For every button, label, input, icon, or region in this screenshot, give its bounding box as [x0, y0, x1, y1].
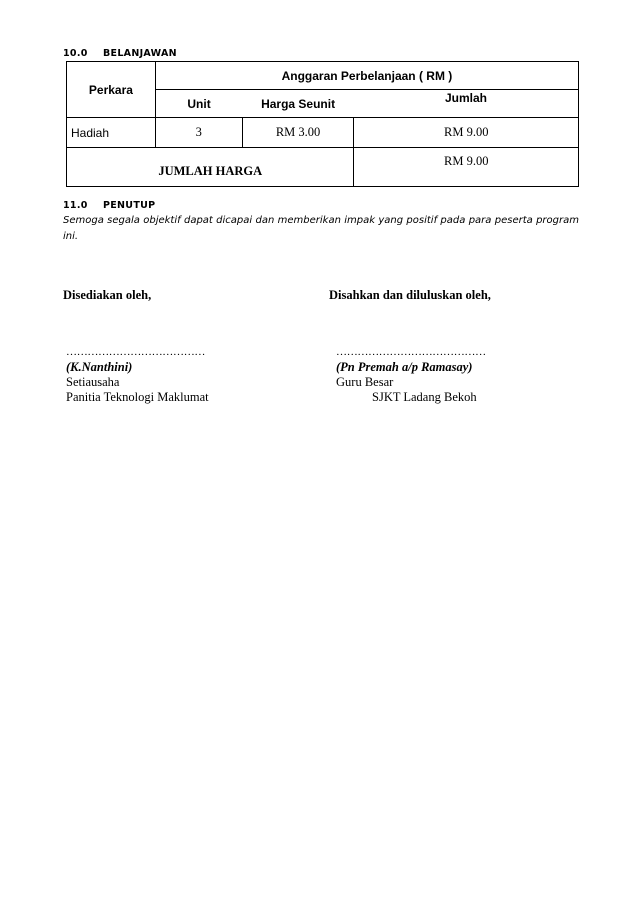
jumlah-cell: RM 9.00 — [354, 118, 579, 148]
section-10-heading — [63, 48, 177, 59]
harga-cell: RM 3.00 — [242, 118, 354, 148]
section-10-title: BELANJAWAN — [103, 48, 177, 59]
approver-name: (Pn Premah a/p Ramasay) — [336, 360, 473, 374]
closing-paragraph: Semoga segala objektif dapat dicapai dan memberikan impak yang positif pada para peserta program ini. — [63, 215, 579, 242]
left-signature-block — [66, 346, 209, 405]
harga-header: Harga Seunit — [242, 90, 354, 118]
unit-header: Unit — [155, 90, 242, 118]
section-11-title: PENUTUP — [103, 200, 156, 211]
approver-school: SJKT Ladang Bekoh — [372, 390, 477, 404]
right-signature-block — [336, 346, 486, 405]
unit-cell: 3 — [155, 118, 242, 148]
perkara-header: Perkara — [67, 62, 156, 118]
prepared-by-heading: Disediakan oleh, — [63, 288, 152, 302]
table-row — [67, 118, 579, 148]
section-10-number: 10.0 — [63, 48, 88, 59]
approver-title: Guru Besar — [336, 375, 394, 389]
section-11-heading — [63, 200, 155, 211]
perkara-cell: Hadiah — [67, 118, 156, 148]
signature-line: ………………………………… — [66, 346, 206, 358]
preparer-title: Setiausaha — [66, 375, 120, 389]
budget-table — [66, 61, 579, 187]
signature-line: …………………………………… — [336, 346, 486, 358]
section-11-number: 11.0 — [63, 200, 88, 211]
total-value: RM 9.00 — [354, 148, 579, 187]
approved-by-heading: Disahkan dan diluluskan oleh, — [329, 288, 491, 302]
total-label: JUMLAH HARGA — [67, 148, 354, 187]
preparer-name: (K.Nanthini) — [66, 360, 133, 374]
jumlah-header: Jumlah — [354, 90, 579, 118]
preparer-unit: Panitia Teknologi Maklumat — [66, 390, 209, 404]
anggaran-header: Anggaran Perbelanjaan ( RM ) — [155, 62, 578, 90]
